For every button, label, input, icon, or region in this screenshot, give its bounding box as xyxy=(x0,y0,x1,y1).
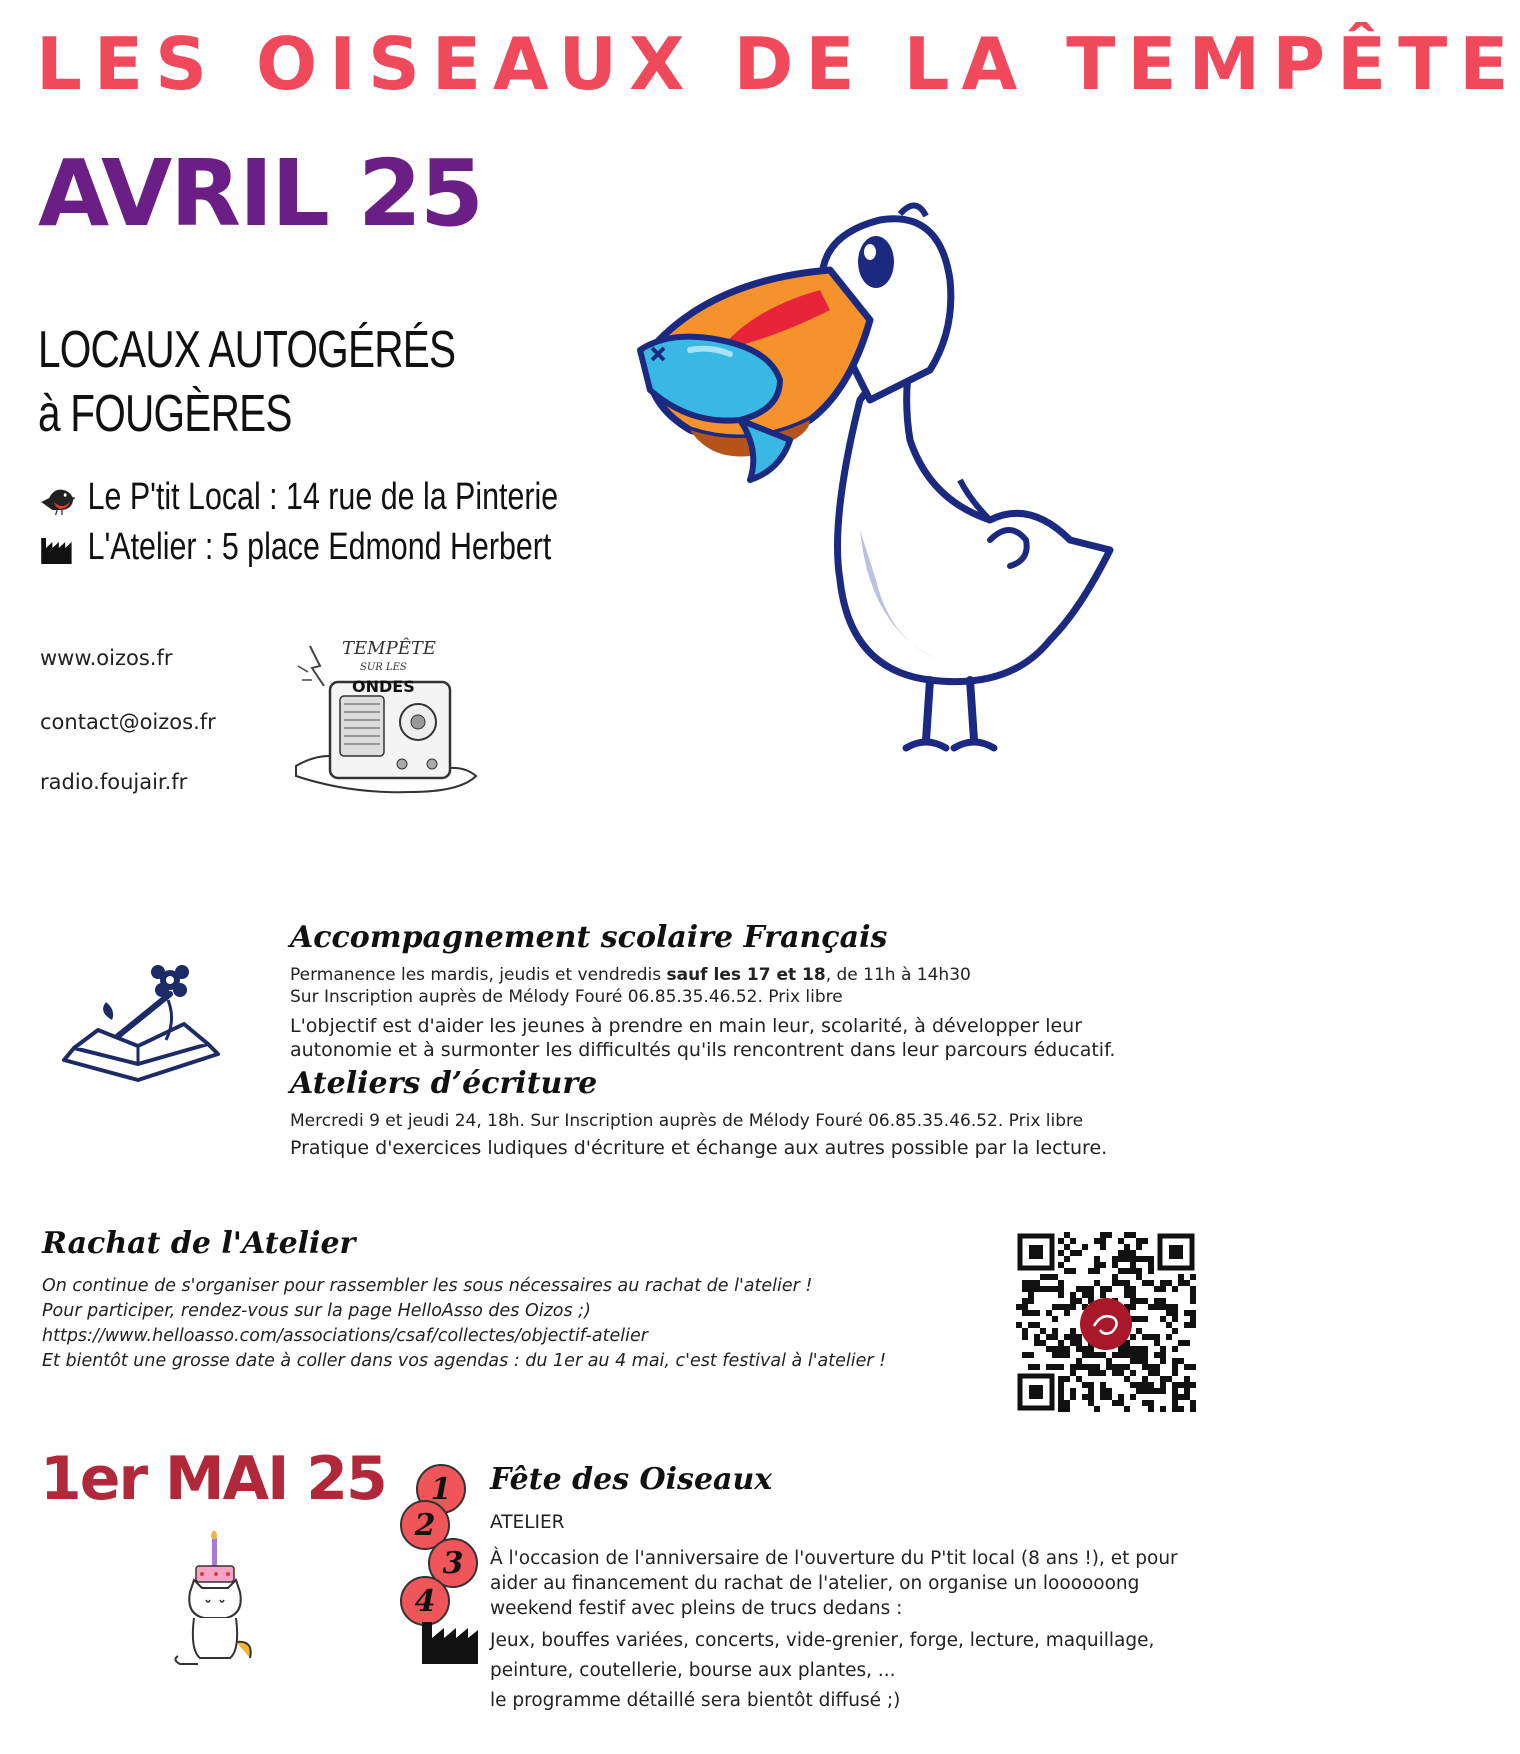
fete-title: Fête des Oiseaux xyxy=(490,1462,773,1497)
fete-desc-line-2: aider au financement du rachat de l'atelier, on organise un loooooong xyxy=(490,1573,1140,1594)
book-flower-icon xyxy=(58,960,228,1090)
radio-logo-text-bottom: ONDES xyxy=(352,677,415,696)
accompagnement-desc-1: L'objectif est d'aider les jeunes à prendre en main leur, scolarité, à développer leur xyxy=(290,1015,1083,1037)
rachat-text xyxy=(42,1274,886,1374)
accompagnement-desc-2: autonomie et à surmonter les difficultés qu'ils rencontrent dans leur parcours éducatif. xyxy=(290,1039,1116,1061)
factory-icon xyxy=(420,1618,480,1666)
accompagnement-title: Accompagnement scolaire Français xyxy=(290,920,888,955)
rachat-line-4: Et bientôt une grosse date à coller dans vos agendas : du 1er au 4 mai, c'est festival à l'atelier ! xyxy=(42,1351,887,1371)
venue-title xyxy=(38,318,455,446)
venue-line-1: LOCAUX AUTOGÉRÉS xyxy=(38,321,456,379)
fete-activities-line-1: Jeux, bouffes variées, concerts, vide-grenier, forge, lecture, maquillage, xyxy=(490,1630,1155,1651)
venue-line-2: à FOUGÈRES xyxy=(38,385,292,443)
fete-description xyxy=(490,1546,1196,1621)
address-atelier-text: L'Atelier : 5 place Edmond Herbert xyxy=(87,526,552,568)
factory-icon xyxy=(38,530,76,566)
fete-desc-line-1: À l'occasion de l'anniversaire de l'ouverture du P'tit local (8 ans !), et pour xyxy=(490,1548,1178,1569)
rachat-title: Rachat de l'Atelier xyxy=(42,1226,356,1261)
radio-logo-text-top: TEMPÊTE xyxy=(342,638,436,659)
fete-activities-line-2: peinture, coutellerie, bourse aux plantes, ... xyxy=(490,1660,896,1681)
day-3-badge: 3 xyxy=(428,1538,478,1588)
bird-icon xyxy=(38,480,76,516)
ecriture-title: Ateliers d’écriture xyxy=(290,1066,598,1101)
rachat-line-2: Pour participer, rendez-vous sur la page HelloAsso des Oizos ;) xyxy=(42,1301,591,1321)
address-ptit-local xyxy=(38,476,558,519)
fete-location: ATELIER xyxy=(490,1512,565,1533)
schedule-exception: sauf les 17 et 18 xyxy=(666,965,826,985)
accompagnement-inscription: Sur Inscription auprès de Mélody Fouré 06.85.35.46.52. Prix libre xyxy=(290,987,843,1007)
day-1-badge: 1 xyxy=(416,1464,466,1514)
ecriture-schedule: Mercredi 9 et jeudi 24, 18h. Sur Inscription auprès de Mélody Fouré 06.85.35.46.52. Prix libre xyxy=(290,1111,1084,1131)
page-title: LES OISEAUX DE LA TEMPÊTE xyxy=(36,22,1520,106)
day-4-badge: 4 xyxy=(400,1576,450,1626)
email-link[interactable]: contact@oizos.fr xyxy=(40,710,216,734)
rachat-line-1: On continue de s'organiser pour rassembler les sous nécessaires au rachat de l'atelier ! xyxy=(42,1276,813,1296)
schedule-prefix: Permanence les mardis, jeudis et vendredis xyxy=(290,965,667,985)
fete-activities xyxy=(490,1626,1154,1716)
fete-program: le programme détaillé sera bientôt diffusé ;) xyxy=(490,1690,901,1711)
pelican-illustration xyxy=(630,200,1120,760)
fete-desc-line-3: weekend festif avec pleins de trucs dedans : xyxy=(490,1598,903,1619)
address-ptit-local-text: Le P'tit Local : 14 rue de la Pinterie xyxy=(87,476,559,518)
qr-code[interactable] xyxy=(1016,1232,1196,1412)
may-date-title: 1er MAI 25 xyxy=(40,1444,386,1514)
qr-logo-icon xyxy=(1080,1298,1132,1350)
radio-logo-illustration xyxy=(290,626,480,796)
website-link[interactable]: www.oizos.fr xyxy=(40,646,173,670)
address-atelier xyxy=(38,526,551,569)
cat-cake-icon xyxy=(170,1530,260,1670)
accompagnement-schedule xyxy=(290,964,971,986)
day-2-badge: 2 xyxy=(400,1500,450,1550)
month-title: AVRIL 25 xyxy=(38,140,482,247)
schedule-suffix: , de 11h à 14h30 xyxy=(825,965,971,985)
rachat-link[interactable]: https://www.helloasso.com/associations/csaf/collectes/objectif-atelier xyxy=(42,1326,648,1346)
radio-link[interactable]: radio.foujair.fr xyxy=(40,770,188,794)
ecriture-desc: Pratique d'exercices ludiques d'écriture et échange aux autres possible par la lecture. xyxy=(290,1137,1108,1159)
radio-logo-text-mid: SUR LES xyxy=(360,662,407,673)
